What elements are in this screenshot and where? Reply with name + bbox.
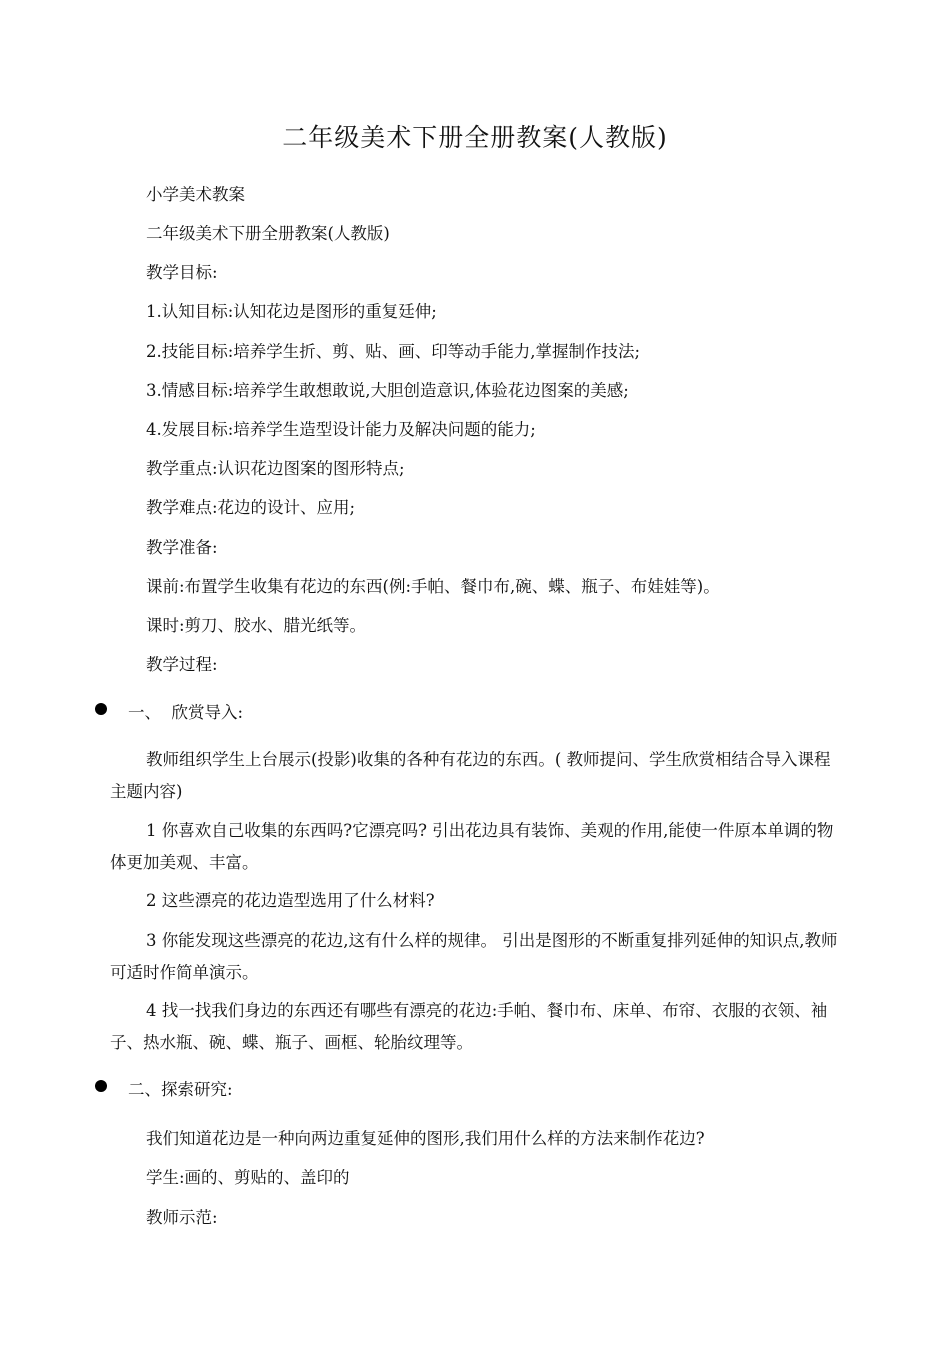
section-heading-appreciation [95, 701, 243, 725]
paragraph-intro: 教师组织学生上台展示(投影)收集的各种有花边的东西。( 教师提问、学生欣赏相结合导入课程主题内容) [110, 750, 831, 801]
text-line-difficulty: 教学难点:花边的设计、应用; [146, 498, 356, 517]
text-line-preparation-before: 课前:布置学生收集有花边的东西(例:手帕、餐巾布,碗、蝶、瓶子、布娃娃等)。 [146, 577, 720, 596]
bullet-icon [95, 703, 107, 715]
paragraph-question-3: 3 你能发现这些漂亮的花边,这有什么样的规律。 引出是图形的不断重复排列延伸的知识点,教师可适时作简单演示。 [110, 931, 838, 982]
paragraph-question-2: 2 这些漂亮的花边造型选用了什么材料? [146, 891, 435, 910]
text-line-objectives-heading: 教学目标: [146, 263, 218, 282]
text-line-preparation-heading: 教学准备: [146, 538, 218, 557]
text-line-doc-name: 二年级美术下册全册教案(人教版) [146, 224, 390, 243]
text-line-key-point: 教学重点:认识花边图案的图形特点; [146, 459, 405, 478]
text-line-exploration-question: 我们知道花边是一种向两边重复延伸的图形,我们用什么样的方法来制作花边? [146, 1129, 705, 1148]
text-line-teacher-demo: 教师示范: [146, 1208, 218, 1227]
text-line-student-answer: 学生:画的、剪贴的、盖印的 [146, 1168, 350, 1187]
text-line-preparation-materials: 课时:剪刀、胶水、腊光纸等。 [146, 616, 367, 635]
paragraph-question-1: 1 你喜欢自己收集的东西吗?它漂亮吗? 引出花边具有装饰、美观的作用,能使一件原本单调的物体更加美观、丰富。 [110, 821, 834, 872]
text-line-subject: 小学美术教案 [146, 185, 245, 204]
text-line-objective-2: 2.技能目标:培养学生折、剪、贴、画、印等动手能力,掌握制作技法; [146, 342, 641, 361]
section-heading-exploration [95, 1078, 233, 1102]
text-line-objective-3: 3.情感目标:培养学生敢想敢说,大胆创造意识,体验花边图案的美感; [146, 381, 629, 400]
text-line-process-heading: 教学过程: [146, 655, 218, 674]
document-title: 二年级美术下册全册教案(人教版) [282, 123, 668, 152]
paragraph-question-4: 4 找一找我们身边的东西还有哪些有漂亮的花边:手帕、餐巾布、床单、布帘、衣服的衣领、袖子、热水瓶、碗、蝶、瓶子、画框、轮胎纹理等。 [110, 1001, 828, 1052]
bullet-icon [95, 1080, 107, 1092]
section-heading-text: 一、 欣赏导入: [128, 703, 244, 722]
text-line-objective-1: 1.认知目标:认知花边是图形的重复廷伸; [146, 302, 437, 321]
text-line-objective-4: 4.发展目标:培养学生造型设计能力及解决问题的能力; [146, 420, 536, 439]
section-heading-text: 二、探索研究: [128, 1080, 233, 1099]
